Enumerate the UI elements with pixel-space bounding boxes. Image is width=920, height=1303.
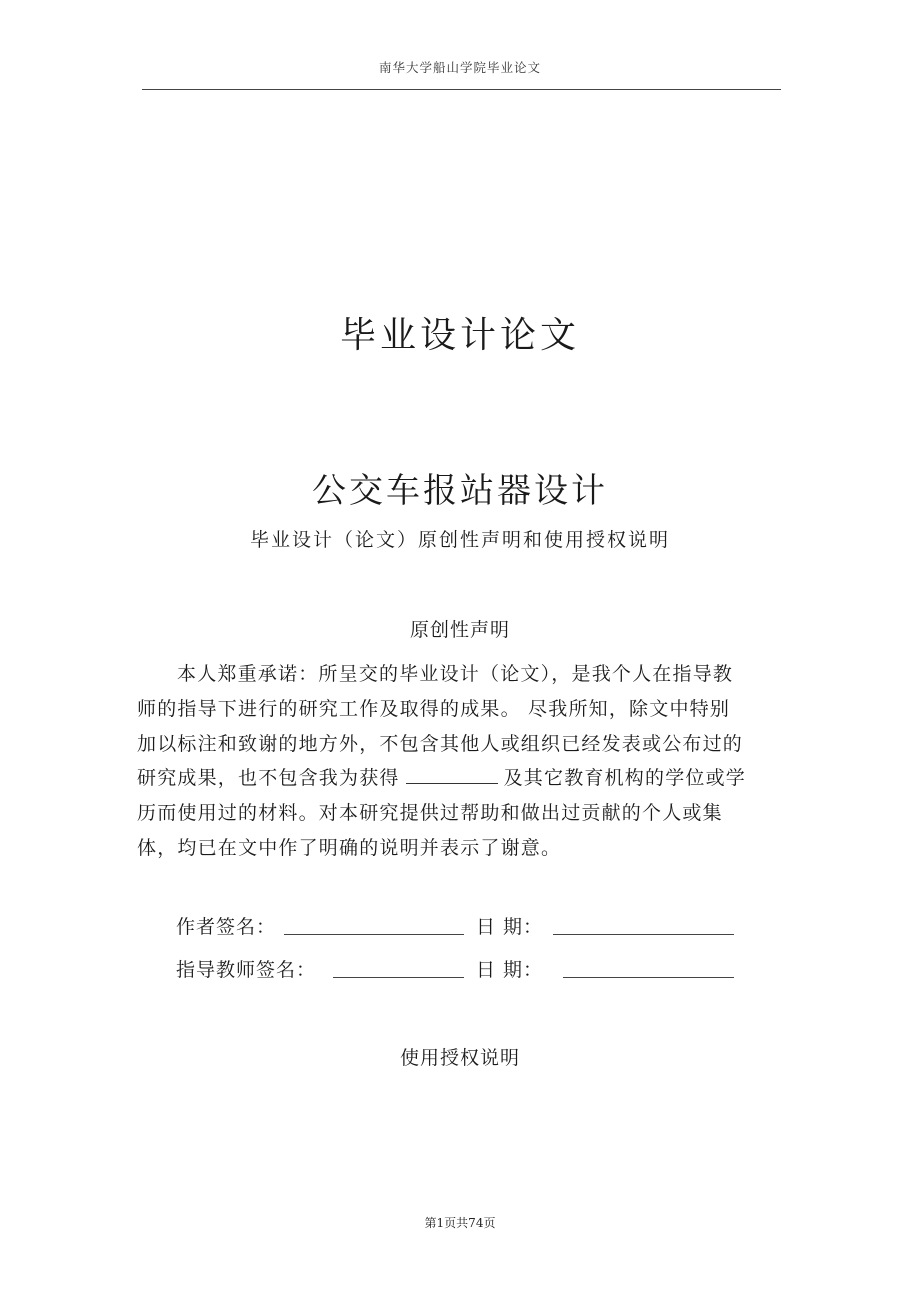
header-rule <box>142 89 781 90</box>
author-signature-line[interactable] <box>284 934 464 935</box>
paragraph-part1: 本人郑重承诺：所呈交的毕业设计（论文），是我个人在指导教师的指导下进行的研究工作及取得的成果。 尽我所知，除文中特别加以标注和致谢的地方外，不包含其他人或组织已经发表或公布过的研究成果，也不包含我为获得 <box>137 663 744 790</box>
supervisor-signature-row <box>176 955 736 985</box>
author-date-line[interactable] <box>553 934 734 935</box>
main-title: 毕业设计论文 <box>339 315 580 356</box>
usage-heading: 使用授权说明 <box>399 1047 520 1069</box>
supervisor-signature-line[interactable] <box>333 977 464 978</box>
page-footer: 第1页共74页 <box>424 1216 496 1230</box>
supervisor-signature-label: 指导教师签名： <box>176 959 317 981</box>
author-signature-label: 作者签名： <box>176 916 277 938</box>
supervisor-date-line[interactable] <box>563 977 734 978</box>
paragraph-part2: 及其它教育机构的学位或学历而使用过的材料。对本研究提供过帮助和做出过贡献的个人或集体，均已在文中作了明确的说明并表示了谢意。 <box>137 767 747 859</box>
originality-paragraph <box>137 657 749 866</box>
institution-blank <box>406 771 498 784</box>
supervisor-date-label: 日 期： <box>476 959 544 981</box>
author-date-label: 日 期： <box>476 916 544 938</box>
thesis-title: 公交车报站器设计 <box>312 471 608 511</box>
running-header: 南华大学船山学院毕业论文 <box>378 60 541 75</box>
author-signature-row <box>176 912 736 942</box>
declaration-title: 毕业设计（论文）原创性声明和使用授权说明 <box>249 529 670 551</box>
originality-heading: 原创性声明 <box>409 619 510 641</box>
